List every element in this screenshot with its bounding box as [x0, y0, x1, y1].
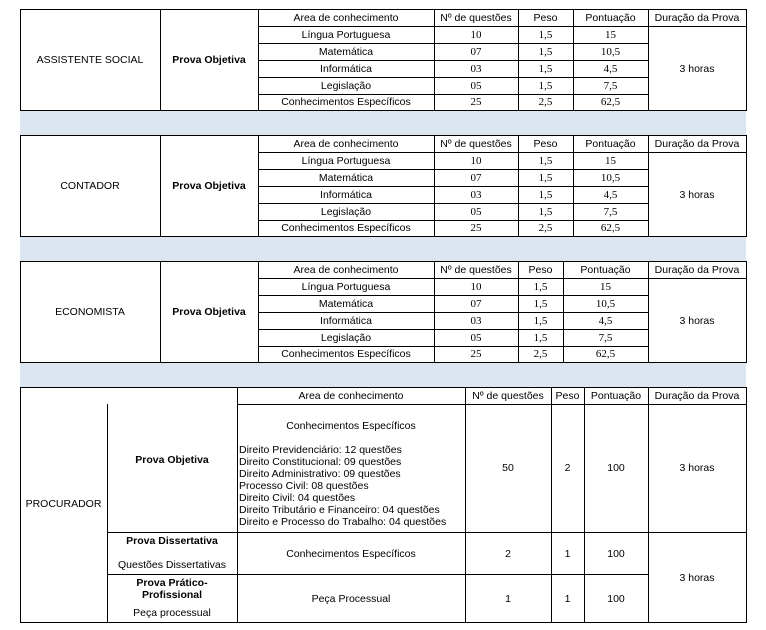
weight-cell: 1: [564, 592, 571, 605]
weight-cell: 1,5: [533, 297, 548, 310]
area-cell: Informática: [320, 62, 372, 75]
exam-type: Prova Objetiva: [172, 306, 246, 318]
list-item: Direito Tributário e Financeiro: 04 questões: [239, 504, 440, 516]
score-cell: 62,5: [595, 348, 616, 360]
weight-cell: 1,5: [538, 28, 553, 41]
header-score: Pontuação: [585, 11, 636, 24]
duration-value: 3 horas: [679, 571, 715, 584]
score-cell: 15: [605, 154, 616, 167]
area-title: Conhecimentos Específicos: [286, 420, 416, 432]
duration-value: 3 horas: [679, 62, 715, 75]
questions-cell: 03: [470, 314, 482, 327]
position-name: ECONOMISTA: [55, 306, 125, 318]
header-num-questions: Nº de questões: [440, 11, 512, 24]
score-cell: 100: [607, 592, 625, 605]
score-cell: 7,5: [603, 79, 618, 92]
area-cell: Conhecimentos Específicos: [281, 222, 411, 234]
weight-cell: 1,5: [538, 79, 553, 92]
header-weight: Peso: [533, 137, 558, 150]
header-area: Area de conhecimento: [293, 137, 399, 150]
header-score: Pontuação: [580, 263, 631, 276]
area-cell: Legislação: [320, 331, 372, 344]
duration-value: 3 horas: [679, 188, 715, 201]
list-item: Processo Civil: 08 questões: [239, 480, 369, 492]
list-item: Direito Constitucional: 09 questões: [239, 456, 402, 468]
questions-cell: 50: [502, 462, 514, 474]
questions-cell: 10: [470, 280, 482, 293]
score-cell: 100: [607, 462, 625, 474]
area-cell: Matemática: [318, 171, 374, 184]
score-cell: 7,5: [598, 331, 613, 344]
area-cell: Conhecimentos Específicos: [281, 348, 411, 360]
area-cell: Matemática: [318, 297, 374, 310]
header-score: Pontuação: [585, 137, 636, 150]
questions-cell: 25: [470, 96, 482, 108]
weight-cell: 1,5: [538, 171, 553, 184]
exam-type: Prova Dissertativa: [126, 535, 218, 547]
area-cell: Língua Portuguesa: [301, 28, 391, 41]
position-name: ASSISTENTE SOCIAL: [36, 54, 144, 66]
weight-cell: 2,5: [538, 96, 553, 108]
exam-subtitle: Questões Dissertativas: [118, 559, 226, 571]
weight-cell: 1,5: [538, 154, 553, 167]
weight-cell: 2: [564, 462, 571, 474]
weight-cell: 1,5: [533, 331, 548, 344]
list-item: Direito Previdenciário: 12 questões: [239, 444, 402, 456]
area-cell: Matemática: [318, 45, 374, 58]
score-cell: 15: [605, 28, 616, 41]
questions-cell: 05: [470, 79, 482, 92]
score-cell: 4,5: [598, 314, 613, 327]
questions-cell: 10: [470, 154, 482, 167]
score-cell: 4,5: [603, 62, 618, 75]
position-name: CONTADOR: [60, 180, 120, 192]
score-cell: 100: [607, 547, 625, 560]
score-cell: 10,5: [600, 45, 621, 58]
duration-value: 3 horas: [679, 314, 715, 327]
score-cell: 7,5: [603, 205, 618, 218]
score-cell: 10,5: [600, 171, 621, 184]
header-duration: Duração da Prova: [654, 389, 740, 402]
weight-cell: 1: [564, 547, 571, 560]
position-name: PROCURADOR: [25, 498, 102, 510]
header-weight: Peso: [528, 263, 553, 276]
score-cell: 4,5: [603, 188, 618, 201]
list-item: Direito Civil: 04 questões: [239, 492, 356, 504]
header-area: Area de conhecimento: [293, 11, 399, 24]
area-cell: Língua Portuguesa: [301, 280, 391, 293]
area-cell: Informática: [320, 314, 372, 327]
area-cell: Legislação: [320, 79, 372, 92]
duration-value: 3 horas: [679, 462, 715, 474]
header-num-questions: Nº de questões: [440, 137, 512, 150]
area-cell: Legislação: [320, 205, 372, 218]
header-num-questions: Nº de questões: [472, 389, 544, 402]
exam-type: Prova Objetiva: [172, 180, 246, 192]
header-duration: Duração da Prova: [654, 263, 740, 276]
subject-list: [239, 444, 465, 528]
separator-band: [20, 363, 746, 388]
header-weight: Peso: [555, 389, 580, 402]
separator-band: [20, 111, 746, 136]
weight-cell: 2,5: [538, 222, 553, 234]
weight-cell: 1,5: [538, 45, 553, 58]
header-duration: Duração da Prova: [654, 137, 740, 150]
score-cell: 15: [600, 280, 611, 293]
exam-type: Prova Objetiva: [135, 454, 209, 466]
area-cell: Informática: [320, 188, 372, 201]
area-cell: Conhecimentos Específicos: [286, 547, 416, 560]
score-cell: 10,5: [595, 297, 616, 310]
weight-cell: 1,5: [538, 188, 553, 201]
questions-cell: 10: [470, 28, 482, 41]
header-score: Pontuação: [590, 389, 642, 402]
area-cell: Conhecimentos Específicos: [281, 96, 411, 108]
exam-subtitle: Peça processual: [133, 607, 211, 619]
questions-cell: 05: [470, 331, 482, 344]
list-item: Direito e Processo do Trabalho: 04 questões: [239, 516, 447, 528]
header-weight: Peso: [533, 11, 558, 24]
header-area: Area de conhecimento: [293, 263, 399, 276]
header-num-questions: Nº de questões: [440, 263, 512, 276]
header-duration: Duração da Prova: [654, 11, 740, 24]
questions-cell: 25: [470, 222, 482, 234]
exam-type: Prova Objetiva: [172, 54, 246, 66]
questions-cell: 07: [470, 297, 482, 310]
weight-cell: 1,5: [538, 62, 553, 75]
weight-cell: 2,5: [533, 348, 548, 360]
weight-cell: 1,5: [538, 205, 553, 218]
header-area: Area de conhecimento: [298, 389, 404, 402]
separator-band: [20, 237, 746, 262]
area-cell: Língua Portuguesa: [301, 154, 391, 167]
score-cell: 62,5: [600, 96, 621, 108]
questions-cell: 07: [470, 171, 482, 184]
score-cell: 62,5: [600, 222, 621, 234]
questions-cell: 05: [470, 205, 482, 218]
list-item: Direito Administrativo: 09 questões: [239, 468, 401, 480]
questions-cell: 03: [470, 188, 482, 201]
questions-cell: 2: [505, 547, 511, 560]
weight-cell: 1,5: [533, 280, 548, 293]
area-cell: Peça Processual: [311, 592, 391, 605]
weight-cell: 1,5: [533, 314, 548, 327]
questions-cell: 25: [470, 348, 482, 360]
questions-cell: 03: [470, 62, 482, 75]
questions-cell: 07: [470, 45, 482, 58]
exam-type: Prova Prático-Profissional: [136, 577, 208, 601]
questions-cell: 1: [505, 592, 511, 605]
